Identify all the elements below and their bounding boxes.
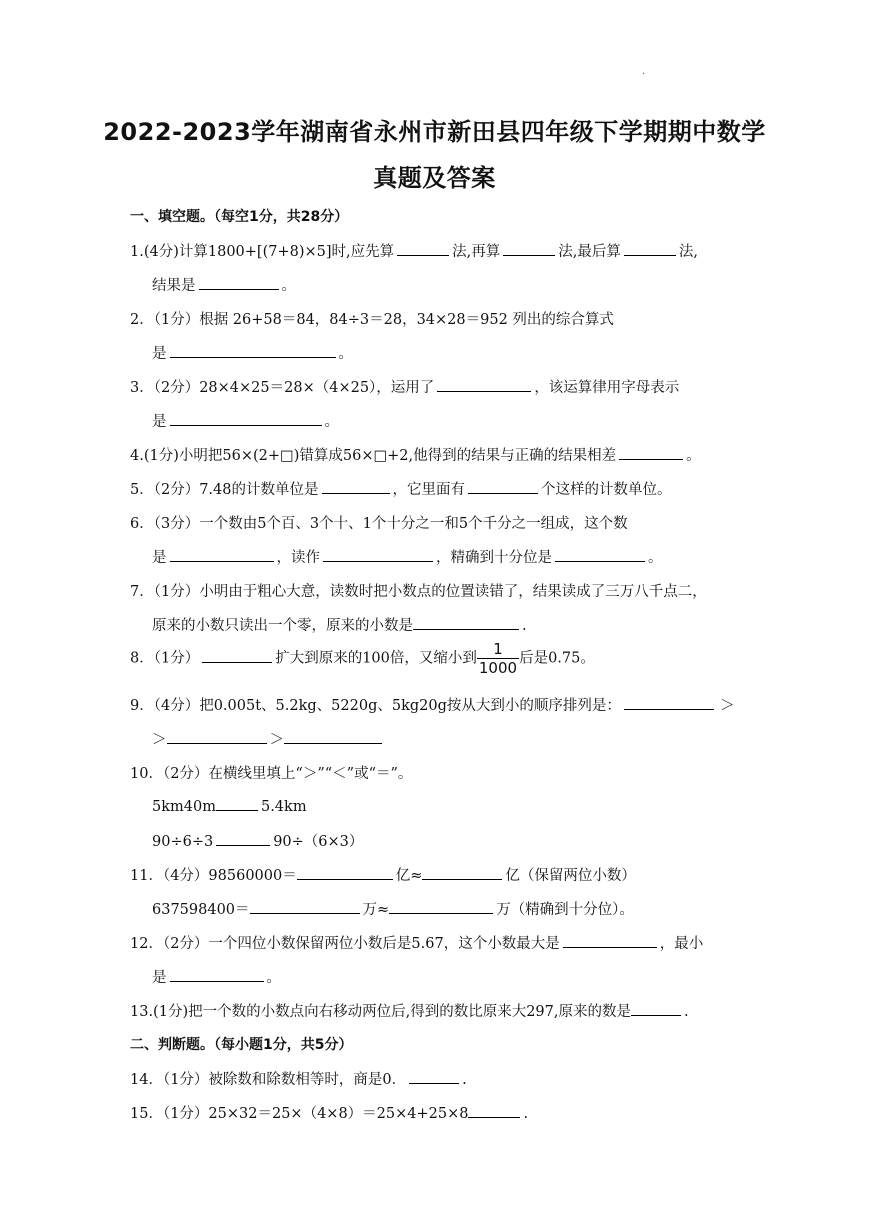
answer-blank[interactable] (631, 1001, 681, 1016)
question-9-cont (152, 728, 385, 749)
section-heading-true-false: 二、判断题。（每小题1分，共5分） (130, 1037, 353, 1053)
question-14 (130, 1068, 467, 1089)
q6-text-d: ，精确到十分位是 (436, 550, 552, 566)
q6-text-e: 。 (648, 550, 663, 566)
q3-text-a: 3．（2分）28×4×25＝28×（4×25），运用了 (130, 380, 435, 396)
question-3-cont (152, 410, 339, 431)
document-title-line1: 2022-2023学年湖南省永州市新田县四年级下学期期中数学 (103, 118, 766, 146)
answer-blank[interactable] (216, 796, 258, 811)
q15-text-b: . (523, 1106, 529, 1122)
answer-blank[interactable] (323, 547, 433, 562)
q5-text-b: ，它里面有 (392, 482, 465, 498)
q9-text-c: ＞ (269, 732, 284, 748)
q9-text-b: ＞ (152, 732, 167, 748)
q10-text-b: 5km40m (152, 799, 216, 815)
q11-text-a: 11．（4分）98560000＝ (130, 868, 297, 884)
answer-blank[interactable] (563, 933, 657, 948)
question-15 (130, 1102, 528, 1123)
answer-blank[interactable] (619, 445, 683, 460)
answer-blank[interactable] (503, 241, 555, 256)
q8-text-b: 扩大到原来的100倍，又缩小到 (275, 650, 477, 667)
answer-blank[interactable] (297, 865, 393, 880)
question-1 (130, 240, 698, 261)
q11-text-c: 亿（保留两位小数） (505, 868, 636, 884)
answer-blank[interactable] (170, 343, 336, 358)
document-title-line2: 真题及答案 (373, 164, 496, 192)
answer-blank[interactable] (397, 241, 449, 256)
q15-text-a: 15．（1分）25×32＝25×（4×8）＝25×4+25×8 (130, 1106, 469, 1122)
question-2-cont (152, 342, 353, 363)
q10-text-a: 10．（2分）在横线里填上“＞”“＜”或“＝”。 (130, 766, 413, 782)
answer-blank[interactable] (468, 1103, 520, 1118)
question-6-cont (152, 546, 663, 567)
fraction (477, 640, 519, 677)
question-11 (130, 864, 636, 885)
q2-text-a: 2．（1分）根据 26+58＝84，84÷3＝28，34×28＝952 列出的综合算式 (130, 312, 614, 328)
fraction-numerator: 1 (477, 640, 519, 659)
answer-blank[interactable] (624, 241, 676, 256)
question-9 (130, 694, 717, 715)
q8-text-c: 后是0.75。 (519, 650, 595, 667)
q6-text-c: ，读作 (276, 550, 320, 566)
q6-text-b: 是 (152, 550, 167, 566)
q8-text-a: 8．（1分） (130, 650, 200, 667)
question-12 (130, 932, 703, 953)
q10-text-c: 5.4km (260, 799, 307, 815)
question-10 (130, 762, 412, 783)
q3-text-b: ，该运算律用字母表示 (534, 380, 680, 396)
answer-blank[interactable] (202, 648, 272, 663)
question-7-cont (152, 614, 527, 635)
q1-text-b: 法,再算 (452, 244, 501, 260)
fraction-denominator: 1000 (478, 659, 518, 677)
q11-text-f: 万（精确到十分位）。 (496, 902, 634, 918)
q2-text-b: 是 (152, 346, 167, 362)
q10-text-e: 90÷（6×3） (273, 834, 364, 850)
answer-blank[interactable] (199, 275, 279, 290)
q5-text-c: 个这样的计数单位。 (541, 482, 672, 498)
q1-text-d: 法, (678, 244, 698, 260)
question-7 (130, 580, 707, 601)
question-2 (130, 308, 614, 329)
answer-blank[interactable] (250, 899, 360, 914)
q1-text-a: 1.(4分)计算1800+[(7+8)×5]时,应先算 (130, 244, 395, 260)
q7-text-c: . (522, 618, 527, 634)
answer-blank[interactable] (468, 479, 538, 494)
answer-blank[interactable] (409, 1069, 459, 1084)
q12-text-c: 是 (152, 970, 167, 986)
q4-text-a: 4.(1分)小明把56×(2+□)错算成56×□+2,他得到的结果与正确的结果相差 (130, 448, 617, 464)
answer-blank[interactable] (322, 479, 390, 494)
section-heading-fill-in: 一、填空题。（每空1分，共28分） (130, 209, 349, 225)
question-1-cont (152, 274, 296, 295)
answer-blank[interactable] (624, 695, 714, 710)
answer-blank[interactable] (170, 967, 264, 982)
q1-text-c: 法,最后算 (558, 244, 621, 260)
answer-blank[interactable] (216, 831, 270, 846)
q13-text-b: . (684, 1004, 689, 1020)
answer-blank[interactable] (389, 899, 493, 914)
q9-text-a: 9．（4分）把0.005t、5.2kg、5220g、5kg20g按从大到小的顺序排列是： (130, 698, 621, 714)
q12-text-b: ，最小 (659, 936, 704, 952)
q4-text-b: 。 (686, 448, 701, 464)
answer-blank[interactable] (170, 547, 274, 562)
header-dot: . (642, 66, 646, 77)
question-8 (130, 640, 595, 677)
q12-text-d: 。 (266, 970, 281, 986)
q5-text-a: 5．（2分）7.48的计数单位是 (130, 482, 319, 498)
answer-blank[interactable] (170, 411, 322, 426)
q9-greater-than: ＞ (720, 698, 735, 714)
answer-blank[interactable] (167, 729, 267, 744)
q3-text-c: 是 (152, 414, 167, 430)
q6-text-a: 6．（3分）一个数由5个百、3个十、1个十分之一和5个千分之一组成，这个数 (130, 516, 628, 532)
question-11-cont (152, 898, 634, 919)
question-4 (130, 444, 701, 465)
q13-text-a: 13.(1分)把一个数的小数点向右移动两位后,得到的数比原来大297,原来的数是 (130, 1004, 631, 1020)
question-13 (130, 1000, 689, 1021)
q14-text-b: . (462, 1072, 467, 1088)
question-10-item-1 (152, 796, 307, 815)
q7-text-b: 原来的小数只读出一个零，原来的小数是 (152, 618, 413, 634)
q14-text-a: 14．（1分）被除数和除数相等时，商是0． (130, 1072, 407, 1088)
answer-blank[interactable] (437, 377, 531, 392)
q11-text-b: 亿≈ (395, 868, 423, 884)
question-12-cont (152, 966, 281, 987)
answer-blank[interactable] (413, 615, 519, 630)
q3-text-d: 。 (324, 414, 339, 430)
q7-text-a: 7．（1分）小明由于粗心大意，读数时把小数点的位置读错了，结果读成了三万八千点二， (130, 584, 707, 600)
question-3 (130, 376, 679, 397)
q12-text-a: 12．（2分）一个四位小数保留两位小数后是5.67，这个小数最大是 (130, 936, 560, 952)
q11-text-d: 637598400＝ (152, 902, 250, 918)
question-6 (130, 512, 628, 533)
answer-blank[interactable] (284, 729, 382, 744)
q10-text-d: 90÷6÷3 (152, 834, 214, 850)
q11-text-e: 万≈ (362, 902, 390, 918)
q1-text-e: 结果是 (152, 278, 196, 294)
answer-blank[interactable] (555, 547, 645, 562)
question-10-item-2 (152, 830, 363, 851)
question-5 (130, 478, 672, 499)
q2-text-c: 。 (338, 346, 353, 362)
q1-text-f: 。 (281, 278, 296, 294)
answer-blank[interactable] (422, 865, 502, 880)
